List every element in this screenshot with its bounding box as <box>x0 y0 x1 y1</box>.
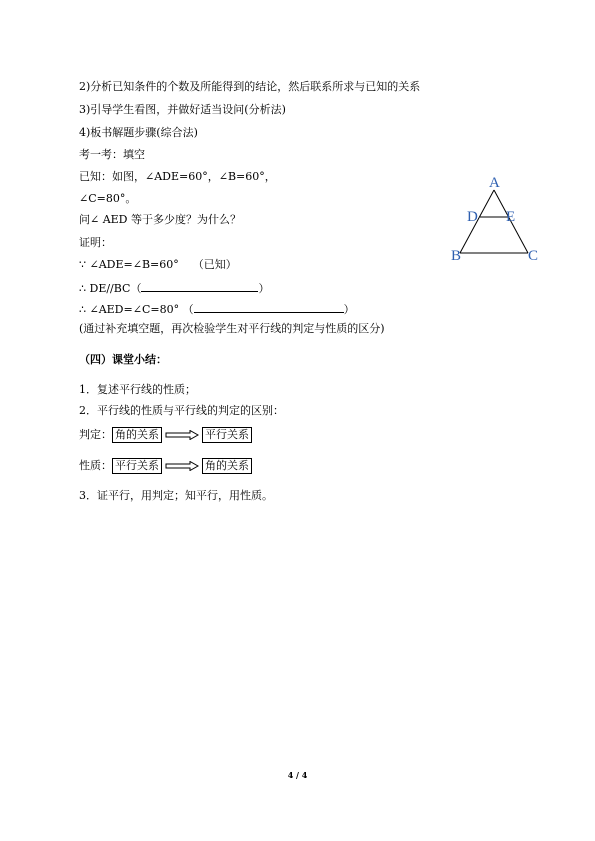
proof-step-1 <box>79 258 237 272</box>
summary-item-1: 1．复述平行线的性质； <box>79 383 196 396</box>
summary-item-3: 3．证平行，用判定；知平行，用性质。 <box>79 489 273 502</box>
question-line: 问∠ AED 等于多少度？为什么？ <box>79 213 242 226</box>
property-label: 性质： <box>79 459 112 472</box>
point-d-label: D <box>467 209 478 225</box>
given-angle-c: ∠C=80°。 <box>79 192 137 205</box>
summary-heading: （四）课堂小结： <box>79 353 167 366</box>
arrow-right-icon <box>165 461 199 471</box>
judge-row <box>79 427 252 443</box>
summary-item-2: 2．平行线的性质与平行线的判定的区别： <box>79 404 284 417</box>
proof-step-2 <box>79 280 269 296</box>
point-e-label: E <box>506 209 516 225</box>
proof-step-2-text: ∴ DE//BC（ <box>79 282 142 295</box>
proof-step-3 <box>79 301 355 317</box>
judge-from-box: 角的关系 <box>112 427 162 443</box>
judge-label: 判定： <box>79 428 112 441</box>
proof-step-3-text: ∴ ∠AED=∠C=80° （ <box>79 303 194 316</box>
step-4-line: 4)板书解题步骤(综合法) <box>79 126 198 139</box>
judge-to-box: 平行关系 <box>202 427 252 443</box>
vertex-c-label: C <box>528 248 539 264</box>
note-line: (通过补充填空题，再次检验学生对平行线的判定与性质的区分) <box>79 322 385 335</box>
vertex-a-label: A <box>489 175 500 191</box>
proof-label: 证明： <box>79 236 112 249</box>
page-number: 4 / 4 <box>287 770 308 780</box>
reason-blank-1[interactable] <box>141 280 258 292</box>
step-2-line: 2)分析已知条件的个数及所能得到的结论，然后联系所求与已知的关系 <box>79 80 421 93</box>
arrow-right-icon <box>165 430 199 440</box>
proof-step-1-reason: （已知） <box>192 258 237 271</box>
property-row <box>79 458 252 474</box>
proof-step-3-close: ） <box>343 303 355 316</box>
quiz-heading: 考一考：填空 <box>79 148 145 161</box>
property-from-box: 平行关系 <box>112 458 162 474</box>
reason-blank-2[interactable] <box>194 301 344 313</box>
property-to-box: 角的关系 <box>202 458 252 474</box>
proof-step-2-close: ） <box>258 282 270 295</box>
proof-step-1-text: ∵ ∠ADE=∠B=60° <box>79 258 179 271</box>
vertex-b-label: B <box>451 248 462 264</box>
step-3-line: 3)引导学生看图，并做好适当设问(分析法) <box>79 103 286 116</box>
given-line: 已知：如图，∠ADE=60°，∠B=60°， <box>79 170 276 183</box>
triangle-figure <box>448 170 548 270</box>
